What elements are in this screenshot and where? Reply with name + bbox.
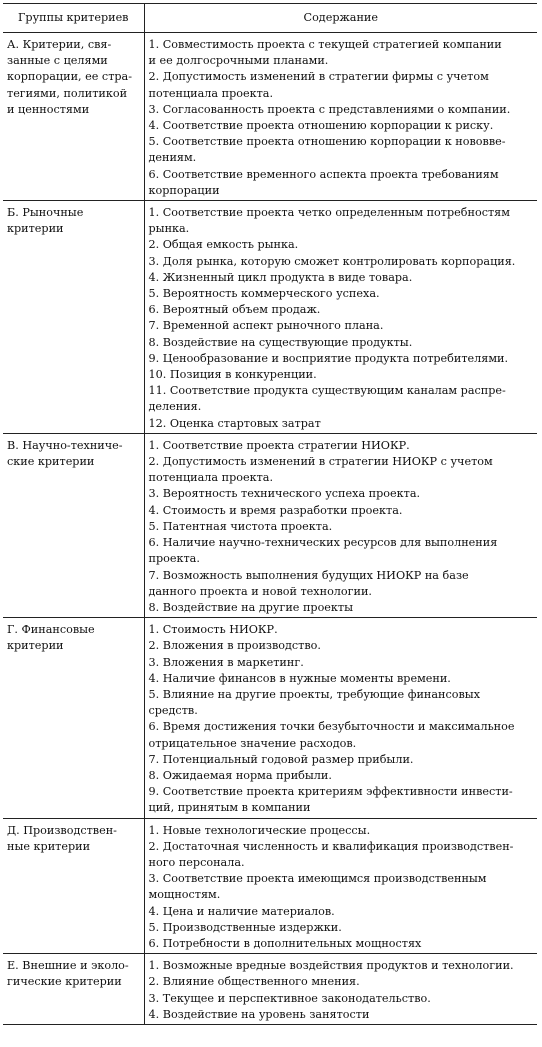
criteria-item-line: 1. Возможные вредные воздействия продуктов и технологии.	[148, 959, 514, 973]
criteria-item-line: 1. Стоимость НИОКР.	[148, 623, 278, 637]
criteria-item-line: 5. Производственные издержки.	[148, 920, 342, 934]
criteria-item-line: 5. Патентная чистота проекта.	[148, 519, 333, 533]
criteria-content-cell	[144, 618, 537, 818]
criteria-item-line: 1. Соответствие проекта стратегии НИОКР.	[148, 438, 410, 452]
column-header-content: Содержание	[144, 4, 537, 33]
criteria-content-cell	[144, 433, 537, 617]
criteria-group-line: Е. Внешние и эколо-	[7, 959, 129, 973]
criteria-group-cell	[3, 33, 144, 201]
criteria-content-cell	[144, 201, 537, 434]
table-row	[3, 954, 537, 1025]
criteria-group-cell	[3, 201, 144, 434]
criteria-item-line: 3. Текущее и перспективное законодательство.	[148, 991, 431, 1005]
criteria-group-line: А. Критерии, свя-	[7, 38, 112, 51]
criteria-item-line: 10. Позиция в конкуренции.	[148, 368, 317, 382]
criteria-item-line: 3. Вероятность технического успеха проекта.	[148, 487, 421, 501]
criteria-item-line: 8. Воздействие на существующие продукты.	[148, 335, 413, 349]
criteria-group-cell	[3, 818, 144, 954]
criteria-group-line: Д. Производствен-	[7, 823, 117, 837]
table-row	[3, 618, 537, 818]
criteria-item-line: 5. Влияние на другие проекты, требующие финансовых	[148, 687, 481, 701]
criteria-item-line: 11. Соответствие продукта существующим каналам распре-	[148, 384, 506, 398]
criteria-item-line: 6. Потребности в дополнительных мощностях	[148, 936, 422, 950]
criteria-group-line: тегиями, политикой	[7, 86, 128, 100]
criteria-item-line: 3. Соответствие проекта имеющимся производственным	[148, 872, 487, 886]
criteria-item-line: рынка.	[148, 222, 190, 236]
criteria-item-line: 3. Вложения в маркетинг.	[148, 655, 304, 669]
table-row	[3, 818, 537, 954]
criteria-item-line: 4. Стоимость и время разработки проекта.	[148, 503, 403, 517]
criteria-item-line: средств.	[148, 704, 198, 718]
criteria-item-line: 3. Доля рынка, которую сможет контролировать корпорация.	[148, 254, 516, 268]
criteria-item-line: потенциала проекта.	[148, 471, 273, 485]
table-row	[3, 433, 537, 617]
criteria-item-line: корпорации	[148, 183, 220, 197]
document-page	[3, 3, 537, 1025]
criteria-item-line: 4. Цена и наличие материалов.	[148, 904, 335, 918]
criteria-item-line: 9. Соответствие проекта критериям эффективности инвести-	[148, 785, 513, 799]
criteria-group-line: занные с целями	[7, 54, 108, 68]
criteria-item-line: данного проекта и новой технологии.	[148, 584, 372, 598]
criteria-item-line: деления.	[148, 400, 202, 414]
criteria-group-line: корпорации, ее стра-	[7, 70, 132, 84]
criteria-item-line: 2. Достаточная численность и квалификация производствен-	[148, 839, 514, 853]
criteria-item-line: 9. Ценообразование и восприятие продукта потребителями.	[148, 351, 509, 365]
criteria-item-line: 1. Совместимость проекта с текущей стратегией компании	[148, 38, 502, 51]
criteria-item-line: ций, принятым в компании	[148, 801, 311, 815]
criteria-item-line: 4. Соответствие проекта отношению корпорации к риску.	[148, 119, 494, 133]
criteria-group-line: Б. Рыночные	[7, 206, 84, 220]
criteria-item-line: 6. Время достижения точки безубыточности и максимальное	[148, 720, 515, 734]
criteria-item-line: 6. Вероятный объем продаж.	[148, 303, 321, 317]
criteria-group-line: критерии	[7, 222, 64, 236]
criteria-group-line: критерии	[7, 639, 64, 653]
criteria-content-cell	[144, 954, 537, 1025]
criteria-item-line: 8. Воздействие на другие проекты	[148, 600, 354, 614]
criteria-table	[3, 3, 537, 1025]
criteria-item-line: 7. Возможность выполнения будущих НИОКР на базе	[148, 568, 469, 582]
criteria-group-line: Г. Финансовые	[7, 623, 95, 637]
criteria-item-line: 6. Наличие научно-технических ресурсов для выполнения	[148, 536, 498, 550]
criteria-group-line: ские критерии	[7, 455, 95, 469]
criteria-item-line: 5. Соответствие проекта отношению корпорации к нововве-	[148, 135, 506, 149]
criteria-item-line: 2. Влияние общественного мнения.	[148, 975, 360, 989]
criteria-item-line: проекта.	[148, 552, 200, 566]
criteria-item-line: 6. Соответствие временного аспекта проекта требованиям	[148, 167, 499, 181]
criteria-item-line: мощностям.	[148, 888, 221, 902]
criteria-item-line: отрицательное значение расходов.	[148, 736, 357, 750]
criteria-item-line: потенциала проекта.	[148, 86, 273, 100]
criteria-item-line: 7. Временной аспект рыночного плана.	[148, 319, 384, 333]
criteria-item-line: 2. Допустимость изменений в стратегии НИОКР с учетом	[148, 455, 493, 469]
criteria-group-cell	[3, 433, 144, 617]
criteria-item-line: и ее долгосрочными планами.	[148, 54, 329, 68]
criteria-group-cell	[3, 954, 144, 1025]
criteria-item-line: 4. Воздействие на уровень занятости	[148, 1007, 370, 1021]
criteria-group-line: и ценностями	[7, 102, 90, 116]
criteria-item-line: 5. Вероятность коммерческого успеха.	[148, 287, 380, 301]
criteria-item-line: 2. Допустимость изменений в стратегии фирмы с учетом	[148, 70, 489, 84]
criteria-item-line: 8. Ожидаемая норма прибыли.	[148, 768, 332, 782]
table-row	[3, 33, 537, 201]
criteria-item-line: 4. Жизненный цикл продукта в виде товара.	[148, 270, 413, 284]
criteria-item-line: дениям.	[148, 151, 197, 165]
criteria-group-line: В. Научно-техниче-	[7, 438, 123, 452]
column-header-groups: Группы критериев	[3, 4, 144, 33]
criteria-group-cell	[3, 618, 144, 818]
criteria-group-line: ные критерии	[7, 839, 91, 853]
criteria-item-line: 3. Согласованность проекта с представлениями о компании.	[148, 102, 511, 116]
criteria-item-line: 1. Новые технологические процессы.	[148, 823, 371, 837]
criteria-item-line: 1. Соответствие проекта четко определенным потребностям	[148, 206, 510, 220]
criteria-item-line: ного персонала.	[148, 855, 245, 869]
criteria-item-line: 12. Оценка стартовых затрат	[148, 416, 321, 430]
criteria-item-line: 2. Общая емкость рынка.	[148, 238, 299, 252]
criteria-content-cell	[144, 818, 537, 954]
criteria-item-line: 4. Наличие финансов в нужные моменты времени.	[148, 671, 451, 685]
table-header-row	[3, 4, 537, 33]
criteria-content-cell	[144, 33, 537, 201]
criteria-group-line: гические критерии	[7, 975, 122, 989]
criteria-item-line: 2. Вложения в производство.	[148, 639, 321, 653]
table-row	[3, 201, 537, 434]
criteria-item-line: 7. Потенциальный годовой размер прибыли.	[148, 752, 414, 766]
